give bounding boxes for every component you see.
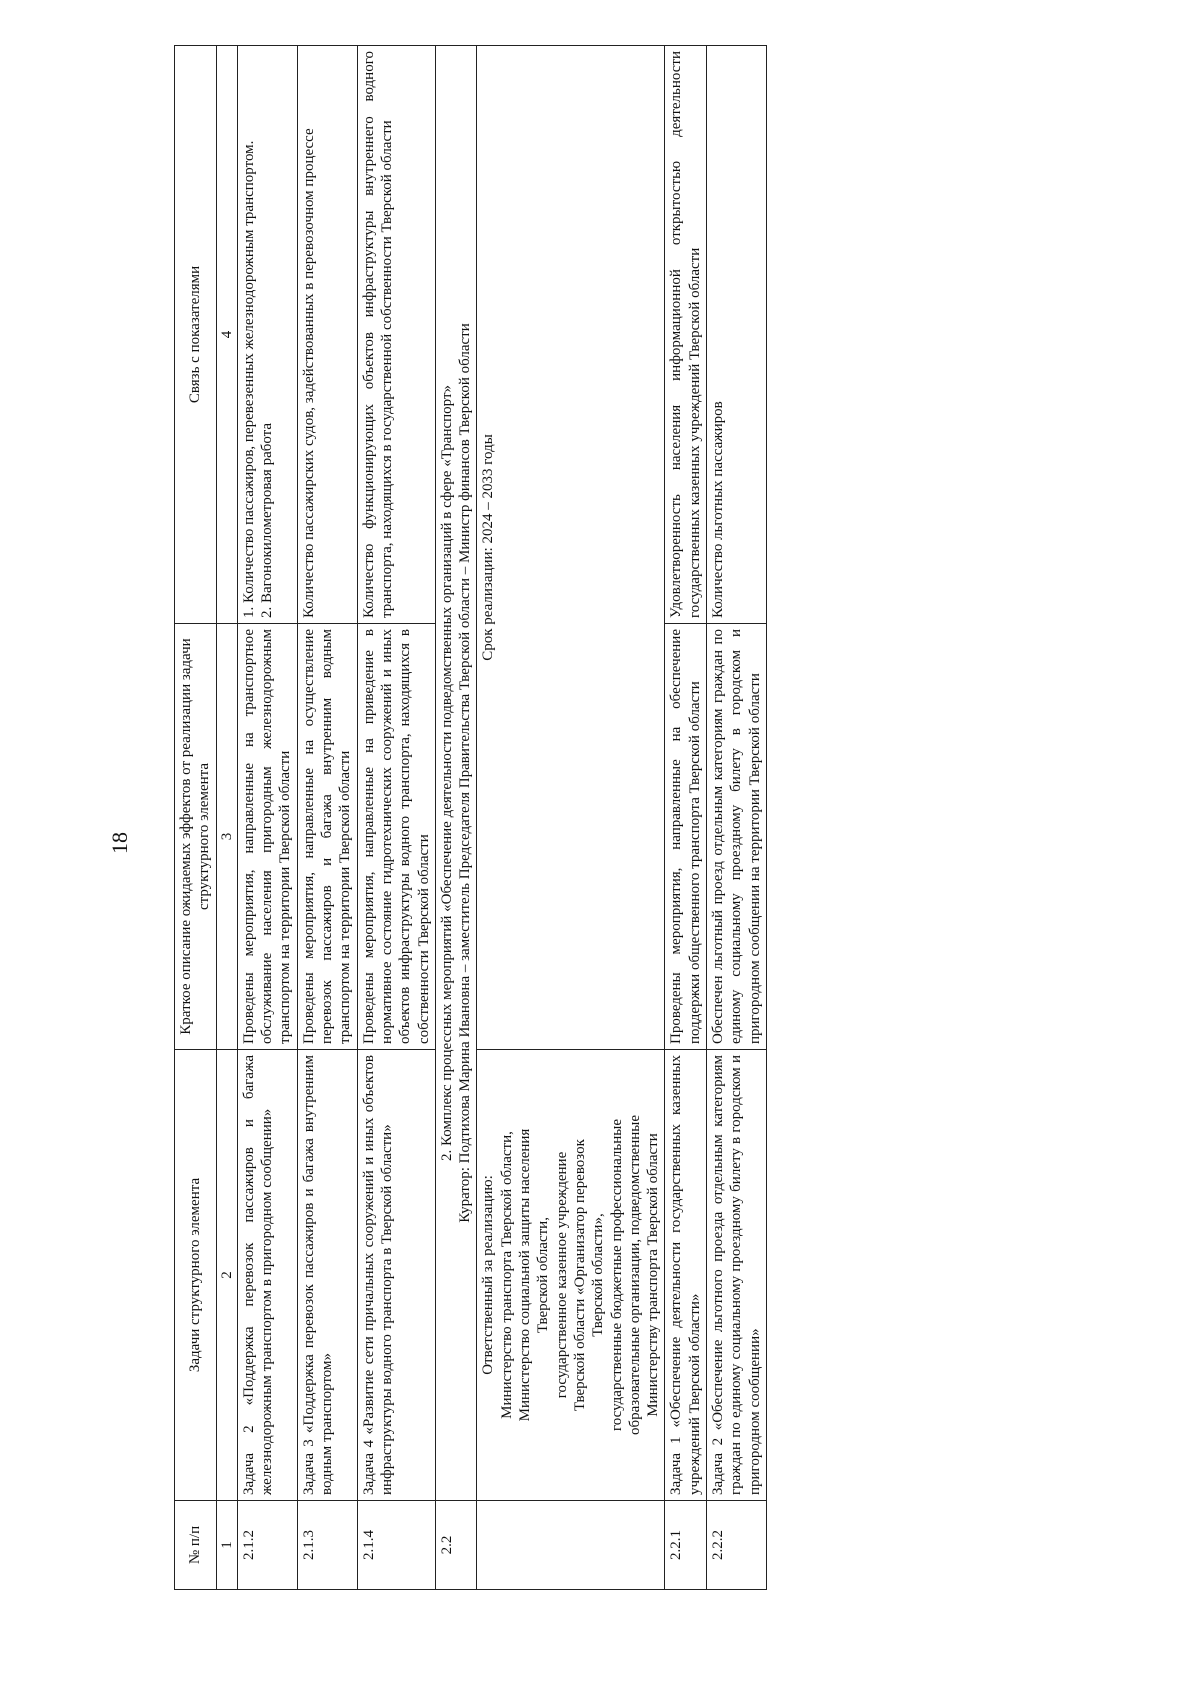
term-cell: Срок реализации: 2024 – 2033 годы: [477, 46, 665, 1050]
table-row: [707, 46, 767, 1590]
task-cell: Задача 2 «Обеспечение льготного проезда отдельным категориям граждан по единому социальному проездному билету в городском и пригородном сообщении»: [707, 1050, 767, 1501]
header-tasks: Задачи структурного элемента: [175, 1050, 217, 1501]
task-cell: Задача 3 «Поддержка перевозок пассажиров и багажа внутренним водным транспортом»: [297, 1050, 357, 1501]
col-number-4: 4: [216, 46, 237, 624]
tasks-table: [174, 45, 767, 1590]
section-row: [435, 46, 477, 1590]
effect-cell: Проведены мероприятия, направленные на осуществление перевозок пассажиров и багажа внутренним водным транспортом на территории Тверской области: [297, 624, 357, 1050]
responsible-line: Тверской области,: [535, 1217, 552, 1333]
section-title-cell: [435, 46, 477, 1501]
row-number: 2.1.4: [357, 1501, 435, 1590]
rotated-table-container: [174, 51, 964, 1590]
task-cell: Задача 1 «Обеспечение деятельности государственных казенных учреждений Тверской области»: [665, 1050, 707, 1501]
col-number-3: 3: [216, 624, 237, 1050]
indicator-line: 2. Вагонокилометровая работа: [259, 422, 276, 618]
responsible-line: Министерство транспорта Тверской области,: [498, 1131, 515, 1419]
table-row: [357, 46, 435, 1590]
header-effects: Краткое описание ожидаемых эффектов от реализации задачи структурного элемента: [175, 624, 217, 1050]
row-number: 2.1.2: [237, 1501, 297, 1590]
indicator-cell: Удовлетворенность населения информационной открытостью деятельности государственных казенных учреждений Тверской области: [665, 46, 707, 624]
task-cell: Задача 4 «Развитие сети причальных сооружений и иных объектов инфраструктуры водного транспорта в Тверской области»: [357, 1050, 435, 1501]
responsible-line: Тверской области «Организатор перевозок: [571, 1139, 588, 1411]
indicator-cell: Количество пассажирских судов, задействованных в перевозочном процессе: [297, 46, 357, 624]
effect-cell: Обеспечен льготный проезд отдельным категориям граждан по единому социальному проездному билету в городском и пригородном сообщении на территории Тверской области: [707, 624, 767, 1050]
responsible-line: государственное казенное учреждение: [553, 1151, 570, 1399]
table-row: [297, 46, 357, 1590]
header-indicators: Связь с показателями: [175, 46, 217, 624]
effect-cell: Проведены мероприятия, направленные на транспортное обслуживание населения пригородным железнодорожным транспортом на территории Тверской области: [237, 624, 297, 1050]
effect-cell: Проведены мероприятия, направленные на обеспечение поддержки общественного транспорта Тверской области: [665, 624, 707, 1050]
col-number-1: 1: [216, 1501, 237, 1590]
page-number: 18: [107, 832, 132, 854]
responsible-line: образовательные организации, подведомственные: [626, 1114, 643, 1436]
header-num: № п/п: [175, 1501, 217, 1590]
col-number-2: 2: [216, 1050, 237, 1501]
column-number-row: [216, 46, 237, 1590]
indicator-cell: Количество льготных пассажиров: [707, 46, 767, 624]
row-number: 2.2.2: [707, 1501, 767, 1590]
responsible-line: Тверской области»,: [590, 1213, 607, 1337]
section-title: 2. Комплекс процессных мероприятий «Обеспечение деятельности подведомственных организаций в сфере «Транспорт»: [438, 384, 455, 1162]
effect-cell: Проведены мероприятия, направленные на приведение в нормативное состояние гидротехнических сооружений и иных объектов инфраструктуры водного транспорта, находящихся в собственности Тверской области: [357, 624, 435, 1050]
indicator-cell: Количество функционирующих объектов инфраструктуры внутреннего водного транспорта, находящихся в государственной собственности Тверской области: [357, 46, 435, 624]
indicator-cell: [237, 46, 297, 624]
task-cell: Задача 2 «Поддержка перевозок пассажиров и багажа железнодорожным транспортом в пригородном сообщении»: [237, 1050, 297, 1501]
header-row: [175, 46, 217, 1590]
responsible-cell: [477, 1050, 665, 1501]
responsible-line: Министерству транспорта Тверской области: [645, 1133, 662, 1417]
indicator-line: 1. Количество пассажиров, перевезенных железнодорожным транспортом.: [240, 140, 257, 618]
responsible-line: государственные бюджетные профессиональные: [608, 1119, 625, 1431]
section-curator: Куратор: Подтихова Марина Ивановна – заместитель Председателя Правительства Тверской области – Министр финансов Тверской области: [457, 323, 474, 1223]
responsible-row: [477, 46, 665, 1590]
table-row: [237, 46, 297, 1590]
responsible-line: Ответственный за реализацию:: [480, 1175, 497, 1375]
row-number: 2.1.3: [297, 1501, 357, 1590]
table-row: [665, 46, 707, 1590]
responsible-line: Министерство социальной защиты населения: [517, 1128, 534, 1422]
empty-cell: [477, 1501, 665, 1590]
row-number: 2.2.1: [665, 1501, 707, 1590]
section-number: 2.2: [435, 1501, 477, 1590]
